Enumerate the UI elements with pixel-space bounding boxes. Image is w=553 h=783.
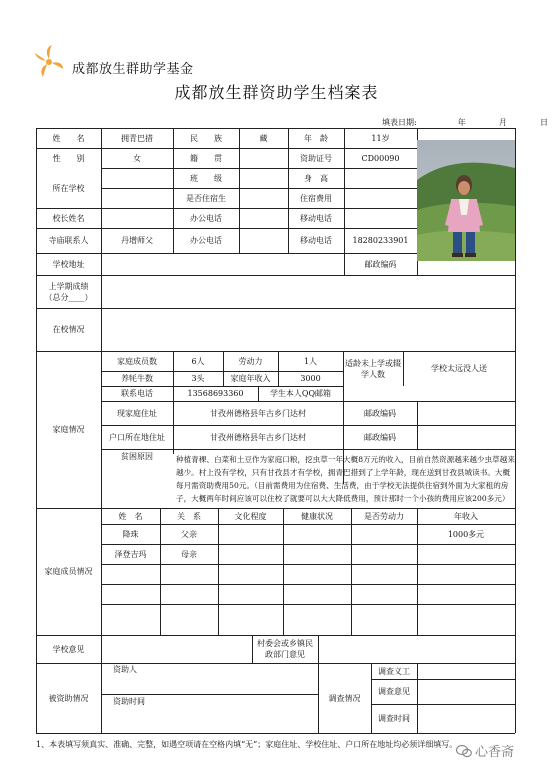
members-count-value: 6人	[191, 356, 205, 366]
school-address-label: 学校地址	[52, 259, 85, 269]
members-cell	[218, 524, 283, 544]
fill-date	[382, 117, 548, 128]
class-label: 班 级	[190, 173, 222, 183]
student-name: 拥青巴措	[121, 133, 153, 143]
survey-time-label: 调查时间	[378, 714, 410, 723]
month-label: 月	[498, 118, 507, 127]
age-value: 11岁	[371, 133, 390, 143]
members-cell: 母亲	[181, 549, 197, 559]
members-cell: 泽登吉玛	[114, 549, 147, 559]
temple-office-phone-label: 办公电话	[190, 236, 222, 245]
date-label: 填表日期:	[382, 118, 417, 127]
labor-value: 1人	[303, 356, 318, 366]
student-photo	[417, 140, 515, 261]
watermark-text: 心香斋	[475, 745, 515, 760]
members-cell	[283, 604, 351, 635]
funding-time-label: 资助时间	[113, 696, 145, 706]
foundation-logo-icon	[34, 44, 64, 78]
members-cell	[351, 584, 417, 604]
poverty-reason-text: 种植青稞、白菜和土豆作为家庭口粮，挖虫草一年大概8万元的收入，目前自然资源越来越少虫草越来越少。村上没有学校，只有甘孜县才有学校，拥青巴措到了上学年龄，现在送到甘孜县城读书。大概每月需资助费用50元。（目前需费用为住宿费、生活费，由于学校无法提供住宿到外面为大家租的房子，大概两年时间应该可以住校了就要可以大大降低费用，预计那时一个小孩的费用应该200多元）	[176, 455, 515, 503]
ethnicity-value: 藏	[259, 133, 268, 143]
boarding-label: 是否住宿生	[186, 193, 226, 203]
wechat-icon	[456, 744, 472, 758]
members-cell	[351, 604, 417, 635]
members-header: 关 系	[177, 511, 201, 521]
origin-label: 籍 贯	[190, 153, 222, 163]
address-postcode-label: 邮政编码	[364, 408, 396, 418]
members-header: 姓 名	[118, 511, 143, 521]
hukou-value: 甘孜州德格县年古乡门达村	[210, 432, 306, 442]
members-section-label: 家庭成员情况	[44, 567, 93, 576]
office-phone-label: 办公电话	[190, 213, 222, 223]
grades-label-line-2: （总分____）	[44, 292, 93, 302]
watermark	[456, 741, 514, 760]
temple-contact-label: 寺庙联系人	[48, 236, 89, 245]
qq-label: 学生本人QQ邮箱	[269, 389, 332, 398]
school-label: 所在学校	[52, 183, 85, 193]
school-opinion-label: 学校意见	[52, 644, 85, 654]
hukou-postcode-label: 邮政编码	[364, 432, 396, 442]
members-cell	[417, 604, 515, 635]
form-title: 成都放生群资助学生档案表	[174, 83, 379, 102]
members-cell	[351, 564, 417, 584]
members-cell: 降珠	[122, 529, 139, 539]
poverty-label: 贫困原因	[121, 451, 153, 461]
temple-contact-value: 丹增师父	[121, 236, 153, 245]
survey-opinion-label: 调查意见	[378, 687, 410, 696]
members-cell	[283, 564, 351, 584]
members-header: 年收入	[454, 511, 478, 521]
sponsor-label: 资助人	[113, 664, 137, 674]
members-header: 是否劳动力	[364, 511, 404, 521]
gender-label: 性 别	[52, 153, 85, 163]
height-label: 身 高	[304, 173, 328, 183]
phone-value: 13568693360	[187, 389, 244, 398]
members-cell	[351, 544, 417, 564]
members-cell: 1000多元	[447, 529, 485, 539]
year-label: 年	[457, 118, 466, 127]
members-cell	[218, 604, 283, 635]
performance-label: 在校情况	[52, 325, 85, 334]
survey-label: 调查情况	[328, 693, 361, 703]
village-opinion-label: 村委会或乡镇民政部门意见	[257, 639, 313, 659]
day-label: 日	[539, 118, 548, 127]
members-cell	[218, 564, 283, 584]
members-cell	[417, 564, 515, 584]
members-cell	[101, 584, 160, 604]
address-value: 甘孜州德格县年古乡门达村	[210, 408, 306, 418]
id-value: CD00090	[361, 153, 400, 163]
name-label: 姓 名	[52, 133, 85, 143]
members-cell	[218, 584, 283, 604]
school-age-label: 适龄未上学或辍学人数	[345, 358, 401, 379]
members-cell	[101, 564, 160, 584]
temple-mobile-value: 18280233901	[352, 236, 409, 245]
postcode-label: 邮政编码	[364, 259, 397, 269]
id-label: 资助证号	[300, 153, 332, 163]
members-cell	[417, 584, 515, 604]
foundation-name: 成都放生群助学基金	[72, 62, 194, 77]
members-cell	[218, 544, 283, 564]
members-cell: 父亲	[181, 529, 197, 539]
mobile-label: 移动电话	[300, 213, 332, 223]
livestock-label: 养牦牛数	[121, 374, 153, 383]
boarding-fee-label: 住宿费用	[300, 193, 332, 203]
members-cell	[160, 584, 218, 604]
livestock-value: 3头	[191, 374, 205, 383]
grades-label	[36, 275, 101, 308]
temple-mobile-label: 移动电话	[300, 236, 332, 245]
members-cell	[417, 544, 515, 564]
members-cell	[160, 604, 218, 635]
ethnicity-label: 民 族	[190, 133, 222, 143]
members-cell	[101, 604, 160, 635]
members-cell	[351, 524, 417, 544]
income-label: 家庭年收入	[230, 374, 271, 383]
members-cell	[283, 544, 351, 564]
members-header: 健康状况	[301, 511, 333, 521]
members-cell	[283, 584, 351, 604]
members-count-label: 家庭成员数	[117, 356, 157, 366]
origin-value	[239, 148, 288, 168]
principal-label: 校长姓名	[52, 213, 85, 223]
income-value: 3000	[300, 374, 321, 383]
members-cell	[160, 564, 218, 584]
family-section-label: 家庭情况	[52, 425, 85, 434]
gender-value: 女	[133, 153, 141, 163]
school-age-value: 学校太远没人送	[431, 364, 487, 373]
grades-label-line-1: 上学期成绩	[48, 281, 89, 291]
funding-section-label: 被资助情况	[48, 693, 89, 703]
labor-label: 劳动力	[238, 356, 263, 366]
members-cell	[283, 524, 351, 544]
surveyor-label: 调查义工	[378, 666, 410, 676]
address-label: 现家庭住址	[117, 408, 157, 418]
footnote: 1、本表填写须真实、准确、完整，如遇空项请在空格内填“无”；家庭住址、学校住址、户口所在地址均必须详细填写。	[36, 740, 458, 749]
phone-label: 联系电话	[121, 389, 153, 398]
hukou-label: 户口所在地住址	[109, 432, 165, 442]
members-header: 文化程度	[234, 511, 267, 521]
age-label: 年 龄	[304, 133, 328, 143]
student-record-form	[36, 128, 515, 733]
